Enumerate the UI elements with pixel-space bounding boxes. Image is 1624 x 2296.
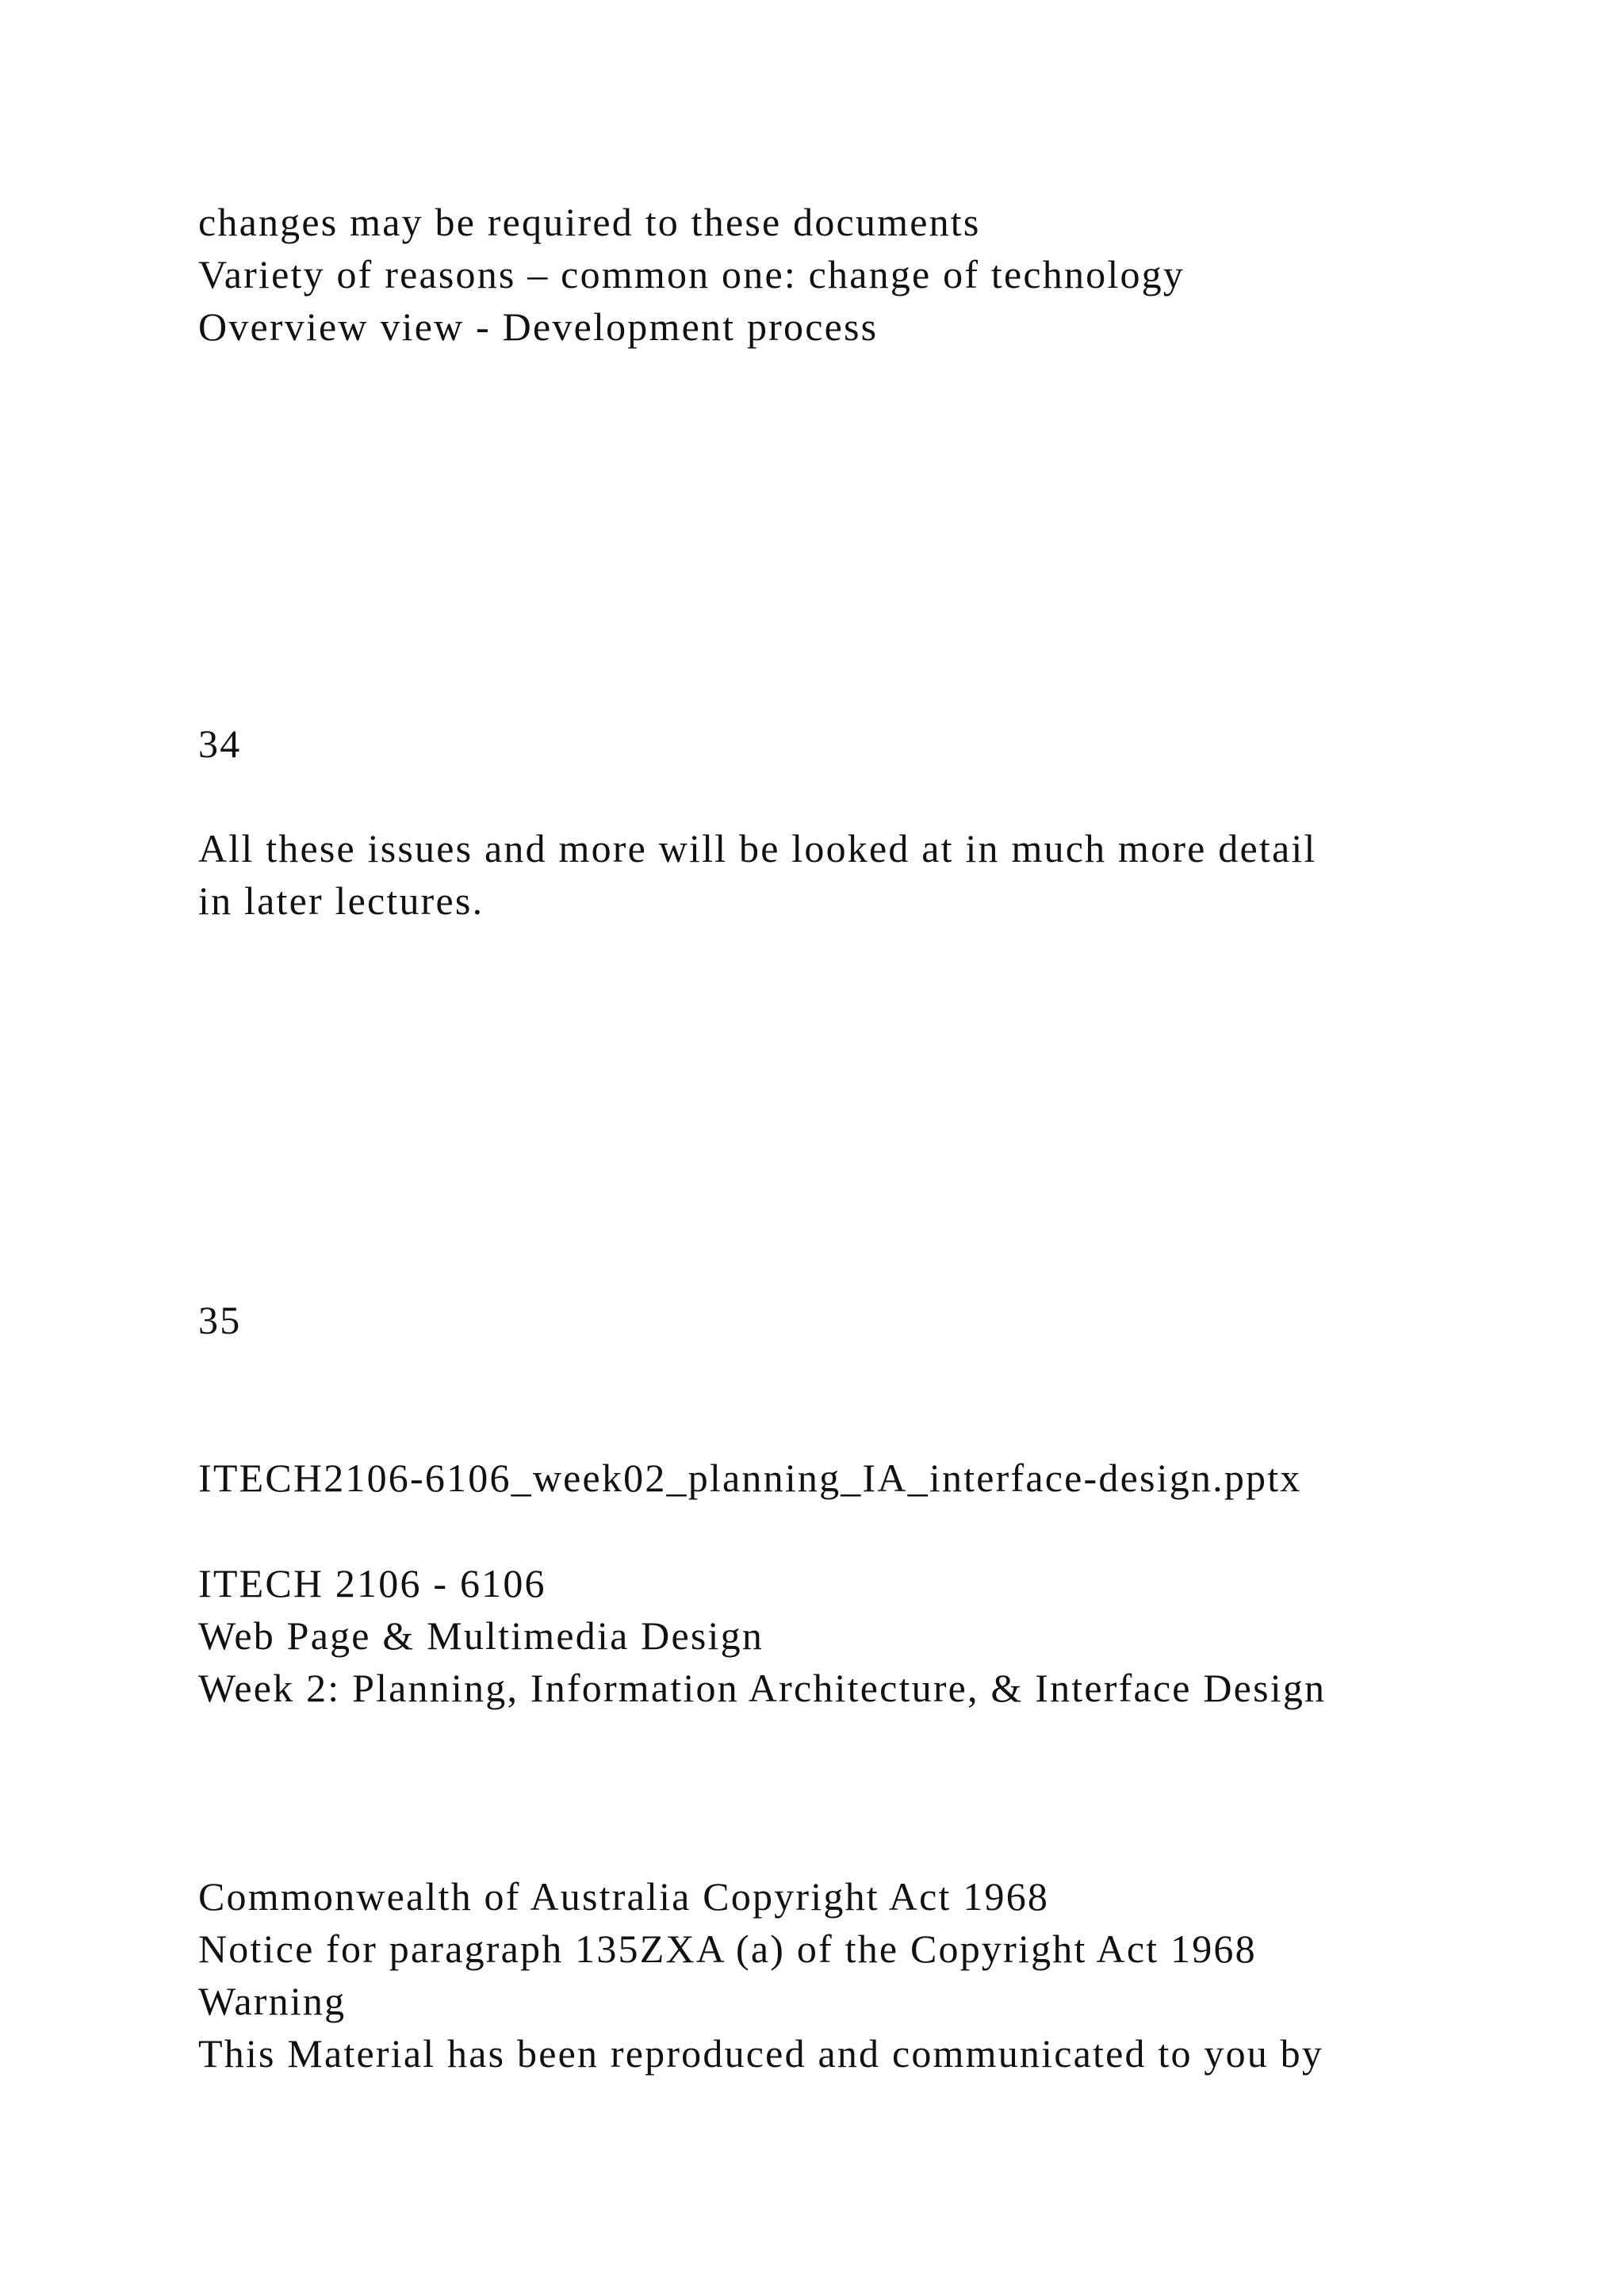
text-line: All these issues and more will be looked at in much more detail (198, 826, 1317, 871)
slide-number: 35 (198, 1298, 242, 1342)
file-name: ITECH2106-6106_week02_planning_IA_interface-design.pptx (198, 1456, 1302, 1500)
copyright-line: Warning (198, 1979, 347, 2023)
text-line: in later lectures. (198, 878, 485, 923)
copyright-line: This Material has been reproduced and communicated to you by (198, 2031, 1324, 2076)
course-code: ITECH 2106 - 6106 (198, 1561, 546, 1605)
slide-number: 34 (198, 721, 242, 766)
course-title: Web Page & Multimedia Design (198, 1613, 764, 1658)
text-line: Variety of reasons – common one: change of technology (198, 252, 1185, 297)
text-line: Overview view - Development process (198, 304, 879, 349)
copyright-line: Notice for paragraph 135ZXA (a) of the Copyright Act 1968 (198, 1927, 1257, 1971)
week-title: Week 2: Planning, Information Architecture, & Interface Design (198, 1666, 1327, 1710)
copyright-line: Commonwealth of Australia Copyright Act 1968 (198, 1874, 1050, 1919)
text-line: changes may be required to these documents (198, 200, 981, 244)
